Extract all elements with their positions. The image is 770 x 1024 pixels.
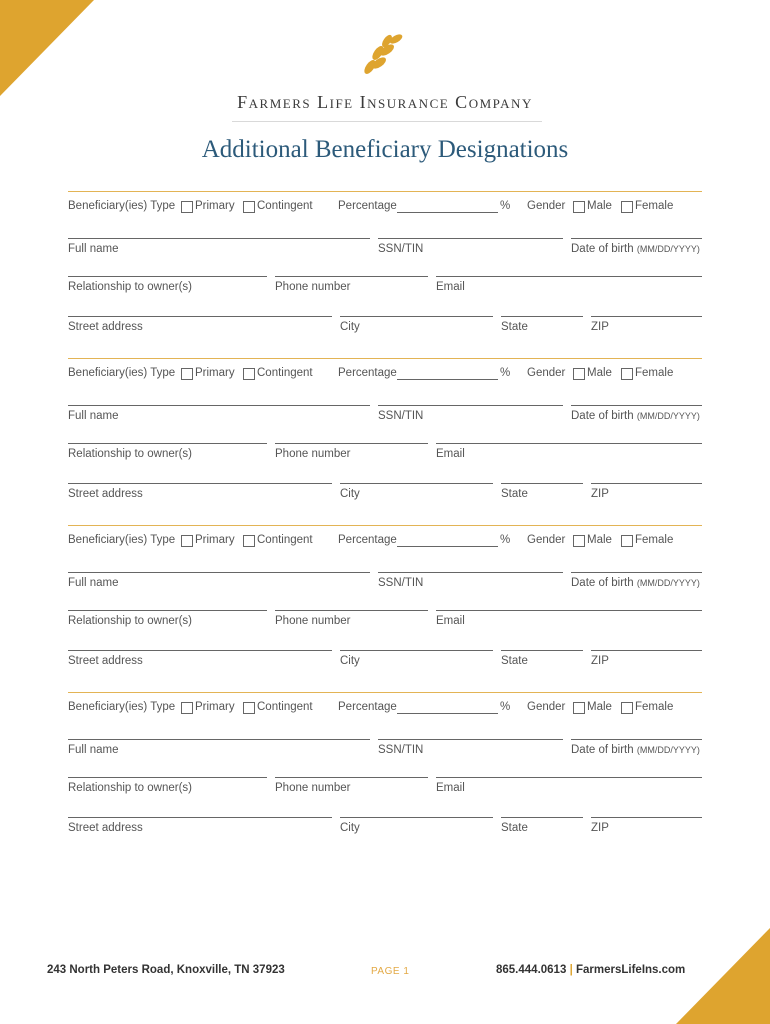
relationship-field[interactable]: [68, 777, 267, 778]
percentage-field[interactable]: [397, 379, 498, 380]
ssn-label: SSN/TIN: [378, 577, 424, 589]
ssn-label: SSN/TIN: [378, 243, 424, 255]
female-checkbox[interactable]: [621, 702, 633, 714]
primary-label: Primary: [195, 534, 235, 546]
page-title: Additional Beneficiary Designations: [201, 136, 569, 163]
dob-label: [571, 243, 700, 255]
contingent-checkbox[interactable]: [243, 201, 255, 213]
relationship-field[interactable]: [68, 276, 267, 277]
footer-phone: 865.444.0613: [496, 964, 567, 976]
phone-label: Phone number: [275, 448, 351, 460]
dob-format: (MM/DD/YYYY): [636, 244, 700, 254]
zip-label: ZIP: [591, 655, 609, 667]
street-address-field[interactable]: [68, 483, 332, 484]
percentage-label: Percentage: [338, 701, 397, 713]
section-divider: [68, 525, 702, 526]
zip-field[interactable]: [591, 817, 702, 818]
relationship-field[interactable]: [68, 443, 267, 444]
full-name-label: Full name: [68, 243, 119, 255]
female-label: Female: [635, 367, 674, 379]
phone-field[interactable]: [275, 610, 428, 611]
female-label: Female: [635, 701, 674, 713]
ssn-field[interactable]: [378, 405, 563, 406]
section-divider: [68, 358, 702, 359]
male-checkbox[interactable]: [573, 535, 585, 547]
beneficiary-type-label: Beneficiary(ies) Type: [68, 200, 176, 212]
street-address-field[interactable]: [68, 817, 332, 818]
beneficiary-section: [68, 692, 702, 858]
dob-format: (MM/DD/YYYY): [636, 578, 700, 588]
ssn-label: SSN/TIN: [378, 410, 424, 422]
percent-sign: %: [500, 701, 511, 713]
email-label: Email: [436, 615, 465, 627]
percentage-label: Percentage: [338, 534, 397, 546]
male-checkbox[interactable]: [573, 702, 585, 714]
full-name-field[interactable]: [68, 739, 370, 740]
beneficiary-type-label: Beneficiary(ies) Type: [68, 534, 176, 546]
beneficiary-section: [68, 191, 702, 357]
state-field[interactable]: [501, 817, 583, 818]
male-label: Male: [587, 534, 612, 546]
street-address-field[interactable]: [68, 316, 332, 317]
contingent-label: Contingent: [257, 200, 313, 212]
state-label: State: [501, 822, 528, 834]
email-label: Email: [436, 782, 465, 794]
email-field[interactable]: [436, 443, 702, 444]
male-checkbox[interactable]: [573, 201, 585, 213]
relationship-label: Relationship to owner(s): [68, 448, 193, 460]
male-label: Male: [587, 701, 612, 713]
gender-label: Gender: [527, 367, 566, 379]
city-field[interactable]: [340, 483, 493, 484]
primary-checkbox[interactable]: [181, 201, 193, 213]
gender-label: Gender: [527, 701, 566, 713]
email-field[interactable]: [436, 610, 702, 611]
male-label: Male: [587, 367, 612, 379]
beneficiary-section: [68, 525, 702, 691]
contingent-checkbox[interactable]: [243, 368, 255, 380]
city-field[interactable]: [340, 817, 493, 818]
contingent-label: Contingent: [257, 534, 313, 546]
dob-format: (MM/DD/YYYY): [636, 745, 700, 755]
dob-label: [571, 744, 700, 756]
section-divider: [68, 191, 702, 192]
city-label: City: [340, 321, 360, 333]
relationship-label: Relationship to owner(s): [68, 281, 193, 293]
relationship-label: Relationship to owner(s): [68, 782, 193, 794]
primary-checkbox[interactable]: [181, 535, 193, 547]
dob-label-text: Date of birth: [571, 243, 634, 255]
female-checkbox[interactable]: [621, 535, 633, 547]
male-checkbox[interactable]: [573, 368, 585, 380]
street-address-label: Street address: [68, 488, 143, 500]
street-address-label: Street address: [68, 321, 143, 333]
phone-label: Phone number: [275, 615, 351, 627]
primary-checkbox[interactable]: [181, 368, 193, 380]
state-label: State: [501, 655, 528, 667]
contingent-checkbox[interactable]: [243, 535, 255, 547]
contingent-label: Contingent: [257, 701, 313, 713]
street-address-label: Street address: [68, 655, 143, 667]
footer-website[interactable]: FarmersLifeIns.com: [575, 964, 686, 976]
female-checkbox[interactable]: [621, 368, 633, 380]
footer-address: 243 North Peters Road, Knoxville, TN 37923: [47, 964, 285, 976]
wheat-icon: [360, 33, 408, 79]
company-divider: [232, 121, 542, 122]
gender-label: Gender: [527, 534, 566, 546]
state-field[interactable]: [501, 650, 583, 651]
percentage-field[interactable]: [397, 546, 498, 547]
state-label: State: [501, 321, 528, 333]
contingent-checkbox[interactable]: [243, 702, 255, 714]
state-label: State: [501, 488, 528, 500]
beneficiary-section: [68, 358, 702, 524]
ssn-field[interactable]: [378, 739, 563, 740]
beneficiary-type-label: Beneficiary(ies) Type: [68, 367, 176, 379]
city-label: City: [340, 655, 360, 667]
state-field[interactable]: [501, 483, 583, 484]
full-name-field[interactable]: [68, 238, 370, 239]
city-label: City: [340, 488, 360, 500]
zip-label: ZIP: [591, 488, 609, 500]
dob-field[interactable]: [571, 238, 702, 239]
percent-sign: %: [500, 534, 511, 546]
zip-label: ZIP: [591, 321, 609, 333]
footer-separator: |: [569, 964, 573, 976]
email-label: Email: [436, 448, 465, 460]
percent-sign: %: [500, 200, 511, 212]
dob-label-text: Date of birth: [571, 410, 634, 422]
dob-field[interactable]: [571, 572, 702, 573]
corner-decoration-bottom-right: [676, 928, 770, 1024]
street-address-field[interactable]: [68, 650, 332, 651]
percent-sign: %: [500, 367, 511, 379]
state-field[interactable]: [501, 316, 583, 317]
dob-field[interactable]: [571, 739, 702, 740]
beneficiary-type-label: Beneficiary(ies) Type: [68, 701, 176, 713]
corner-decoration-top-left: [0, 0, 94, 96]
female-label: Female: [635, 200, 674, 212]
ssn-field[interactable]: [378, 572, 563, 573]
phone-field[interactable]: [275, 276, 428, 277]
dob-field[interactable]: [571, 405, 702, 406]
full-name-label: Full name: [68, 744, 119, 756]
email-field[interactable]: [436, 777, 702, 778]
email-field[interactable]: [436, 276, 702, 277]
full-name-label: Full name: [68, 577, 119, 589]
full-name-label: Full name: [68, 410, 119, 422]
section-divider: [68, 692, 702, 693]
percentage-field[interactable]: [397, 212, 498, 213]
email-label: Email: [436, 281, 465, 293]
contingent-label: Contingent: [257, 367, 313, 379]
percentage-field[interactable]: [397, 713, 498, 714]
page-number: PAGE 1: [371, 966, 410, 977]
street-address-label: Street address: [68, 822, 143, 834]
city-field[interactable]: [340, 650, 493, 651]
dob-label-text: Date of birth: [571, 577, 634, 589]
full-name-field[interactable]: [68, 405, 370, 406]
female-checkbox[interactable]: [621, 201, 633, 213]
primary-label: Primary: [195, 367, 235, 379]
percentage-label: Percentage: [338, 367, 397, 379]
phone-label: Phone number: [275, 281, 351, 293]
male-label: Male: [587, 200, 612, 212]
zip-field[interactable]: [591, 650, 702, 651]
dob-label: [571, 410, 700, 422]
dob-label-text: Date of birth: [571, 744, 634, 756]
dob-label: [571, 577, 700, 589]
female-label: Female: [635, 534, 674, 546]
city-label: City: [340, 822, 360, 834]
zip-label: ZIP: [591, 822, 609, 834]
phone-field[interactable]: [275, 777, 428, 778]
primary-label: Primary: [195, 200, 235, 212]
footer-contact: [496, 964, 685, 976]
relationship-field[interactable]: [68, 610, 267, 611]
zip-field[interactable]: [591, 316, 702, 317]
city-field[interactable]: [340, 316, 493, 317]
percentage-label: Percentage: [338, 200, 397, 212]
ssn-label: SSN/TIN: [378, 744, 424, 756]
primary-checkbox[interactable]: [181, 702, 193, 714]
phone-field[interactable]: [275, 443, 428, 444]
company-name: Farmers Life Insurance Company: [237, 92, 533, 112]
gender-label: Gender: [527, 200, 566, 212]
relationship-label: Relationship to owner(s): [68, 615, 193, 627]
ssn-field[interactable]: [378, 238, 563, 239]
dob-format: (MM/DD/YYYY): [636, 411, 700, 421]
primary-label: Primary: [195, 701, 235, 713]
full-name-field[interactable]: [68, 572, 370, 573]
phone-label: Phone number: [275, 782, 351, 794]
zip-field[interactable]: [591, 483, 702, 484]
